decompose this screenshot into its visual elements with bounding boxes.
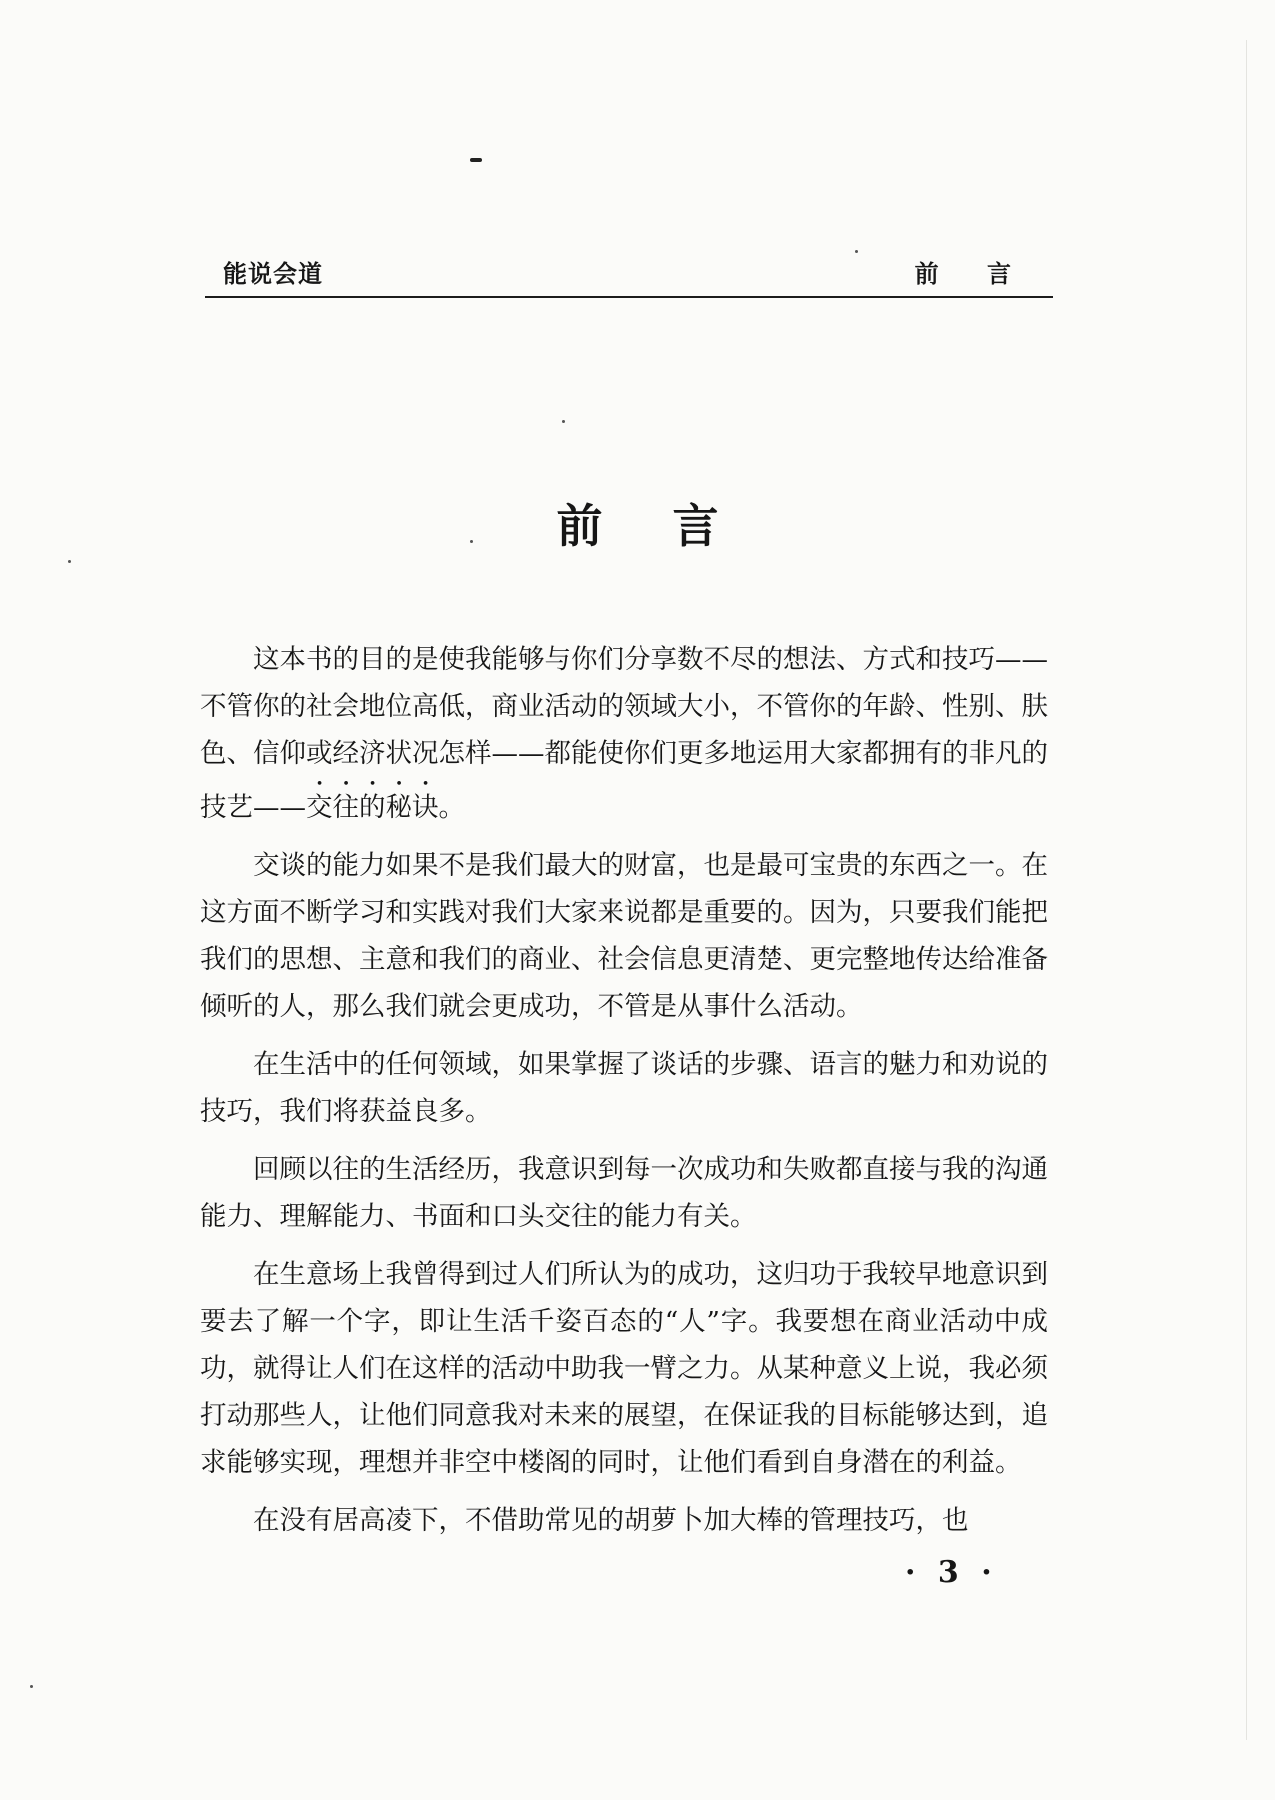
scan-mark <box>470 158 482 162</box>
paragraph-text: 这本书的目的是使我能够与你们分享数不尽的想法、方式和技巧——不管你的社会地位高低，商业活动的领域大小，不管你的年龄、性别、肤色、信仰或经济状况怎样——都能使你们更多地运用大家都拥有的非凡的技艺—— <box>200 644 1048 823</box>
paragraph: 在生活中的任何领域，如果掌握了谈话的步骤、语言的魅力和劝说的技巧，我们将获益良多。 <box>200 1049 1048 1127</box>
paragraph: 在没有居高凌下，不借助常见的胡萝卜加大棒的管理技巧，也 <box>253 1505 969 1536</box>
scan-speck <box>562 420 565 423</box>
page-title: 前言 <box>556 499 789 553</box>
paragraph: 在生意场上我曾得到过人们所认为的成功，这归功于我较早地意识到要去了解一个字，即让生活千姿百态的“人”字。我要想在商业活动中成功，就得让人们在这样的活动中助我一臂之力。从某种意义上说，我必须打动那些人，让他们同意我对未来的展望，在保证我的目标能够达到，追求能够实现，理想并非空中楼阁的同时，让他们看到自身潜在的利益。 <box>200 1259 1048 1478</box>
page-edge <box>1246 40 1247 1740</box>
running-header <box>205 248 1053 288</box>
paragraph: 交谈的能力如果不是我们最大的财富，也是最可宝贵的东西之一。在这方面不断学习和实践对我们大家来说都是重要的。因为，只要我们能把我们的思想、主意和我们的商业、社会信息更清楚、更完整地传达给准备倾听的人，那么我们就会更成功，不管是从事什么活动。 <box>200 850 1048 1022</box>
paragraph: 回顾以往的生活经历，我意识到每一次成功和失败都直接与我的沟通能力、理解能力、书面和口头交往的能力有关。 <box>200 1154 1048 1232</box>
running-header-book-title: 能说会道 <box>223 260 323 288</box>
header-rule <box>205 296 1053 298</box>
scan-speck <box>30 1685 33 1688</box>
body-text <box>200 636 1048 1555</box>
scan-speck <box>68 560 71 563</box>
paragraph <box>200 636 1048 831</box>
page-number: · 3 · <box>905 1555 998 1590</box>
running-header-section-title: 前 言 <box>914 260 1031 288</box>
emphasized-phrase: 交往的秘诀 <box>306 792 439 823</box>
paragraph-text: 。 <box>438 792 465 823</box>
